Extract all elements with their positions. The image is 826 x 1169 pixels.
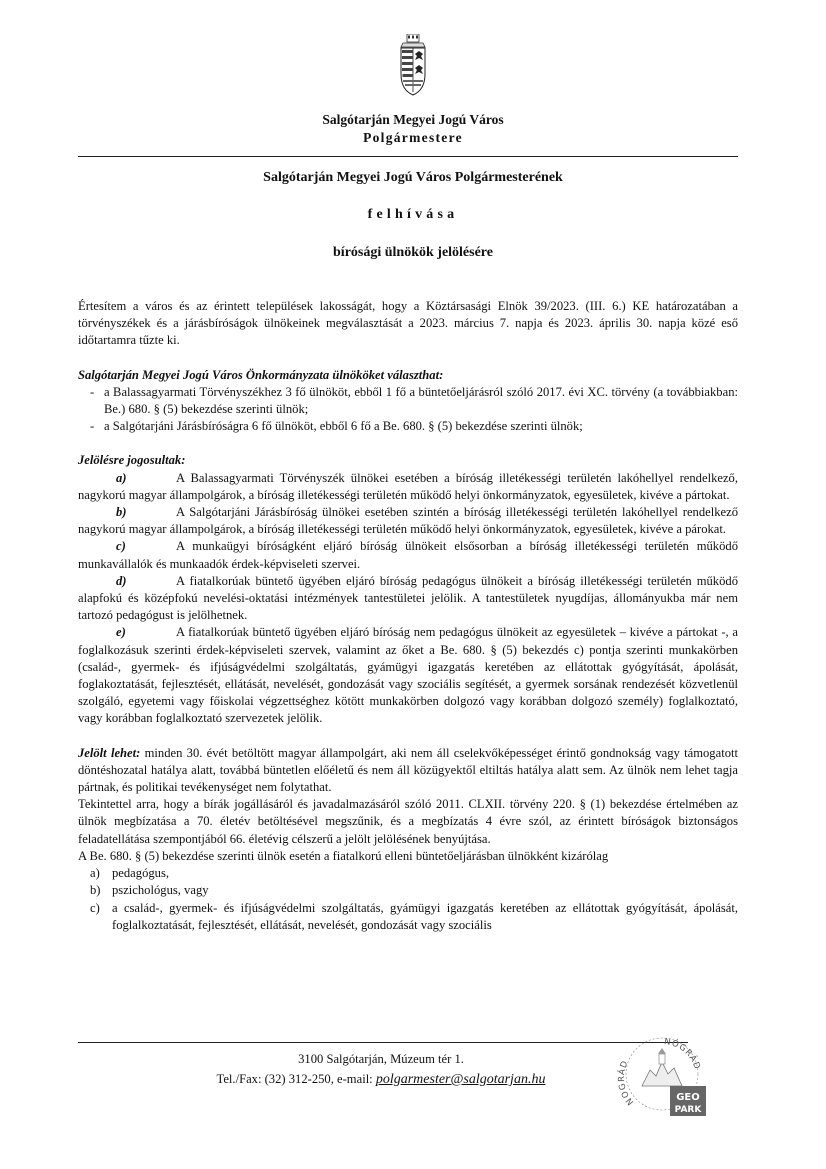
logo-arc-right: NÓGRÁD (663, 1036, 702, 1072)
logo-label-park: PARK (674, 1105, 702, 1115)
header-city-name: Salgótarján Megyei Jogú Város (322, 112, 504, 127)
footer-contact: Tel./Fax: (32) 312-250, e-mail: polgarmester@salgotarjan.hu (216, 1072, 546, 1087)
logo-label-geo: GEO (676, 1092, 700, 1103)
list-item: c) A munkaügyi bíróságként eljáró bíróság ülnökeit elsősorban a bíróság illetékességi területén működő munkavállalók és munkaadók érdek-képviseleti szervei. (78, 539, 738, 571)
list-item: c) a család-, gyermek- és ifjúságvédelmi szolgáltatás, gyámügyi igazgatás keretében az ellátottak gyógyítását, ápolását, foglalkoztatását, fejlesztését, ellátását, nevelését, gondozását vagy szociális (90, 900, 738, 932)
list-item: b) pszichológus, vagy (90, 883, 209, 898)
footer-divider (78, 1042, 688, 1043)
list-item: d) A fiatalkorúak büntető ügyében eljáró bíróság pedagógus ülnökeit a bíróság illetékességi területén működő alapfokú és középfokú nevelési-oktatási intézmények tantestületei jelölik. A tantestületek nyugdíjas, állományukba már nem tartozó pedagógust is jelölhetnek. (78, 573, 738, 623)
svg-text:NOGRÁD (615, 1059, 636, 1107)
header-divider (78, 156, 738, 157)
list-item: - a Salgótarjáni Járásbíróságra 6 fő ülnököt, ebből 6 fő a Be. 680. § (5) bekezdése szerinti ülnök; (90, 419, 583, 434)
email-link[interactable]: polgarmester@salgotarjan.hu (375, 1072, 546, 1087)
coat-of-arms-icon (398, 34, 428, 96)
intro-paragraph: Értesítem a város és az érintett települések lakosságát, hogy a Köztársasági Elnök 39/2023. (III. 6.) KE határozatában a törvényszékek és a járásbíróságok ülnökeinek megválasztását a 2023. március 7. napja és 2023. április 30. napja közé eső időtartamra tűzte ki. (78, 299, 738, 348)
svg-text:NÓGRÁD (663, 1037, 702, 1072)
entitled-heading: Jelölésre jogosultak: (78, 453, 186, 468)
nominee-paragraph: Jelölt lehet: minden 30. évét betöltött magyar állampolgárt, aki nem áll cselekvőképességet érintő gondnokság vagy támogatott döntéshozatal hatálya alatt, továbbá büntetlen előéletű és nem áll közügyektől eltiltás hatálya alatt sem. Az ülnök nem lehet tagja pártnak, és politikai tevékenységet nem folytathat. (78, 745, 738, 795)
list-item: - a Balassagyarmati Törvényszékhez 3 fő ülnököt, ebből 1 fő a büntetőeljárásról szóló 2017. évi XC. törvény (a továbbiakban: Be.) 680. § (5) bekezdése szerinti ülnök; (90, 384, 738, 417)
juvenile-lead: A Be. 680. § (5) bekezdése szerinti ülnök esetén a fiatalkorú elleni büntetőeljárásban ülnökként kizárólag (78, 848, 609, 863)
document-title: Salgótarján Megyei Jogú Város Polgármesterének (263, 170, 563, 185)
list-item: a) pedagógus, (90, 866, 170, 881)
geopark-logo-icon (612, 1024, 712, 1124)
list-item: b) A Salgótarjáni Járásbíróság ülnökei esetében szintén a bíróság illetékességi területén lakóhellyel rendelkező nagykorú magyar állampolgárok, a bíróság illetékességi területén működő helyi önkormányzatok, egyesületek, kivéve a párokat. (78, 505, 738, 537)
logo-arc-left: NOGRÁD (616, 1058, 637, 1107)
list-item: e) A fiatalkorúak büntető ügyében eljáró bíróság nem pedagógus ülnökeit az egyesületek – kivéve a pártokat -, a foglalkozásuk szerinti érdek-képviseleti szervek, valamint az őket a Be. 680. § (5) bekezdés c) pontja szerinti munkakörben (család-, gyermek- és ifjúságvédelmi szolgáltatás, gyámügyi igazgatás keretében az ellátottak gyógyítását, ápolását, foglakoztatását, fejlesztését, ellátását, nevelését, gondozását vagy szociális segítését, a gyermek sorsának rendezését közvetlenül szolgáló, egyetemi vagy főiskolai végzettséghez kötött munkakörben dolgozó vagy korábban dolgozó személy) foglalkoztató, vagy korábban foglalkoztató szervezetek jelölik. (78, 625, 738, 726)
list-item: a) A Balassagyarmati Törvényszék ülnökei esetében a bíróság illetékességi területén lakóhellyel rendelkező, nagykorú magyar állampolgárok, a bíróság illetékességi területén működő helyi önkormányzatok, egyesületek, kivéve a pártokat. (78, 470, 738, 502)
footer-address: 3100 Salgótarján, Múzeum tér 1. (298, 1052, 464, 1066)
electable-heading: Salgótarján Megyei Jogú Város Önkormányzata ülnököket választhat: (78, 367, 444, 382)
document-body (78, 298, 738, 934)
document-subtitle: felhívása (367, 207, 459, 222)
document-topic: bírósági ülnökök jelölésére (333, 245, 493, 260)
header-office: Polgármestere (363, 130, 463, 145)
age-note-paragraph: Tekintettel arra, hogy a bírák jogállásáról és javadalmazásáról szóló 2011. CLXII. törvény 220. § (1) bekezdése értelmében az ülnök megbízatása a 70. életév betöltésével megszűnik, és a megbízatás 4 évre szól, az érintett bíróságok biztonságos feladatellátása szempontjából 66. életévig célszerű a jelölt jelölésének benyújtása. (78, 797, 738, 846)
